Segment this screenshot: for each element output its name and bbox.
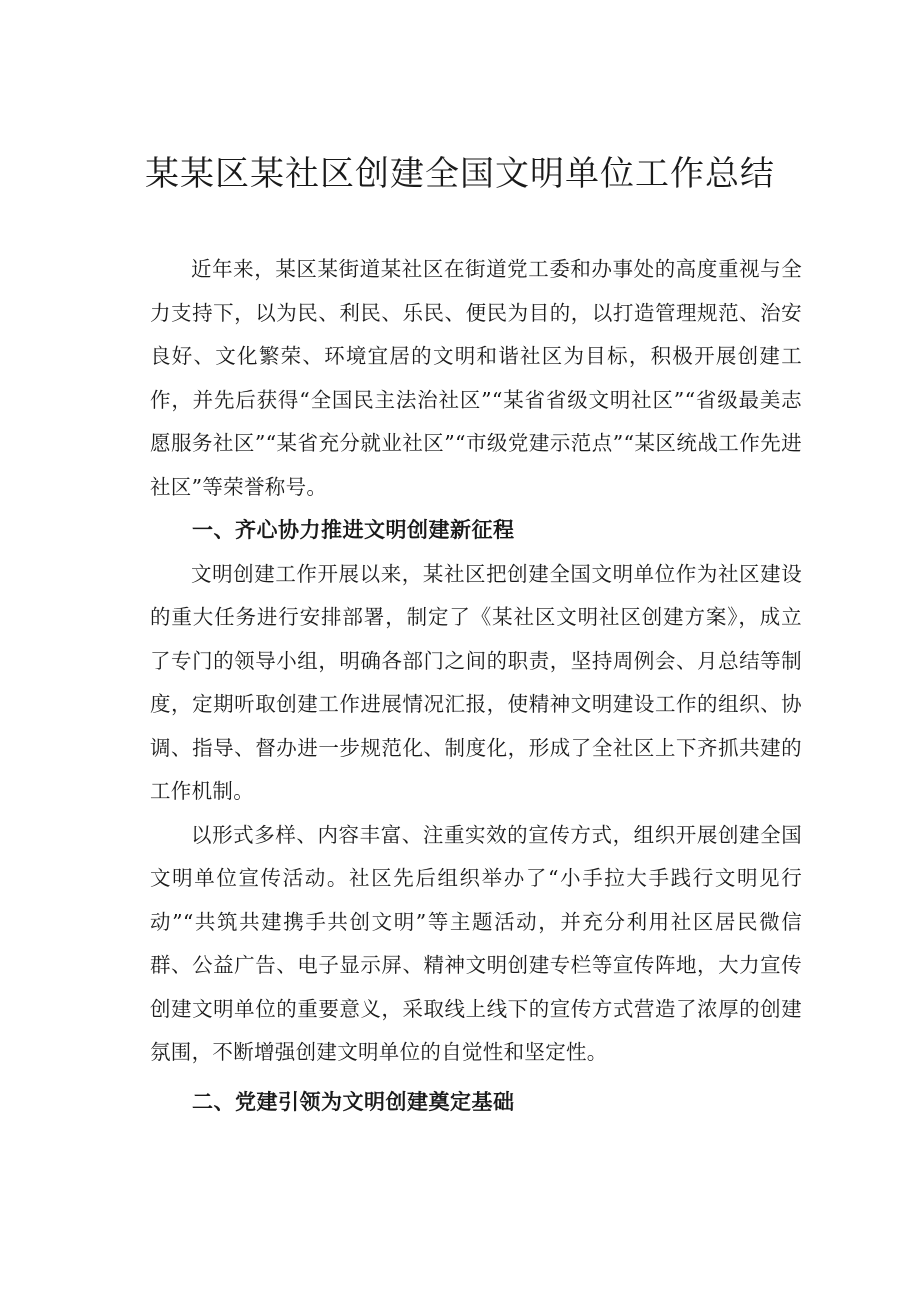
document-body [150,248,802,1124]
document-title: 某某区某社区创建全国文明单位工作总结 [145,154,775,194]
intro-paragraph: 近年来，某区某街道某社区在街道党工委和办事处的高度重视与全力支持下，以为民、利民、乐民、便民为目的，以打造管理规范、治安良好、文化繁荣、环境宜居的文明和谐社区为目标，积极开展创建工作，并先后获得“全国民主法治社区”“某省省级文明社区”“省级最美志愿服务社区”“某省充分就业社区”“市级党建示范点”“某区统战工作先进社区”等荣誉称号。 [150,257,802,499]
section-1-paragraph-1: 文明创建工作开展以来，某社区把创建全国文明单位作为社区建设的重大任务进行安排部署，制定了《某社区文明社区创建方案》，成立了专门的领导小组，明确各部门之间的职责，坚持周例会、月总结等制度，定期听取创建工作进展情况汇报，使精神文明建设工作的组织、协调、指导、督办进一步规范化、制度化，形成了全社区上下齐抓共建的工作机制。 [150,561,802,803]
section-2-heading: 二、党建引领为文明创建奠定基础 [192,1089,515,1114]
section-1-paragraph-2: 以形式多样、内容丰富、注重实效的宣传方式，组织开展创建全国文明单位宣传活动。社区先后组织举办了“小手拉大手践行文明见行动”“共筑共建携手共创文明”等主题活动，并充分利用社区居民微信群、公益广告、电子显示屏、精神文明创建专栏等宣传阵地，大力宣传创建文明单位的重要意义，采取线上线下的宣传方式营造了浓厚的创建氛围，不断增强创建文明单位的自觉性和坚定性。 [150,822,802,1064]
section-1-heading: 一、齐心协力推进文明创建新征程 [192,518,515,542]
